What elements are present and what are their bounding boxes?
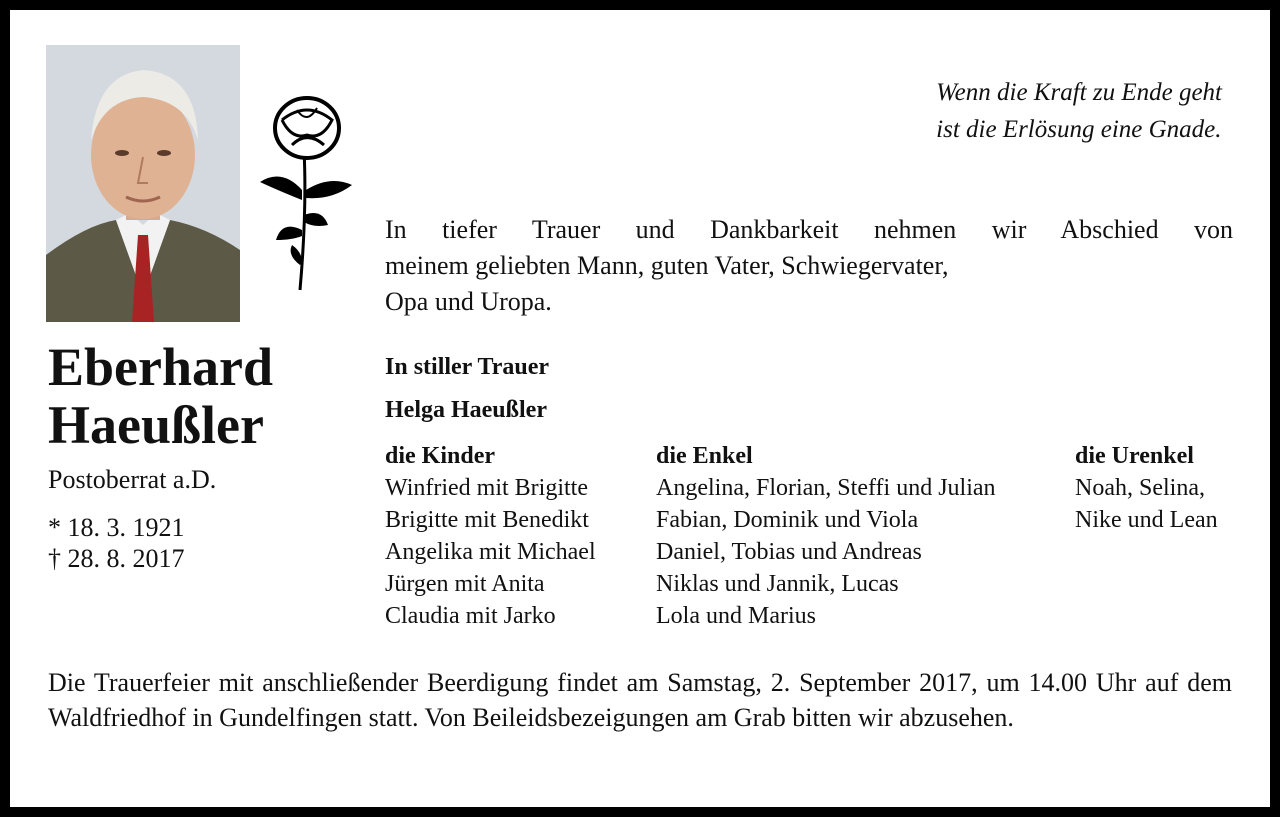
motto-quote: [936, 74, 1222, 148]
first-name: Eberhard: [48, 337, 274, 397]
list-item: Angelina, Florian, Steffi und Julian: [656, 475, 996, 501]
death-date: † 28. 8. 2017: [48, 544, 185, 573]
birth-date: * 18. 3. 1921: [48, 513, 185, 542]
obituary-card: [10, 10, 1270, 807]
intro-text: [385, 212, 1233, 320]
list-item: Jürgen mit Anita: [385, 571, 545, 597]
deceased-name: [48, 338, 273, 454]
intro-line: meinem geliebten Mann, guten Vater, Schwiegervater,: [385, 251, 949, 280]
list-item: Winfried mit Brigitte: [385, 475, 588, 501]
enkel-heading: die Enkel: [656, 443, 753, 469]
motto-line: Wenn die Kraft zu Ende geht: [936, 79, 1222, 106]
spouse-name: Helga Haeußler: [385, 397, 547, 423]
list-item: Angelika mit Michael: [385, 539, 596, 565]
life-dates: [48, 512, 185, 574]
list-item: Brigitte mit Benedikt: [385, 507, 589, 533]
list-item: Nike und Lean: [1075, 507, 1218, 533]
portrait-photo: [46, 45, 240, 322]
intro-line: In tiefer Trauer und Dankbarkeit nehmen wir Abschied von: [385, 215, 1233, 244]
mourning-heading: In stiller Trauer: [385, 354, 549, 380]
last-name: Haeußler: [48, 395, 264, 455]
list-item: Noah, Selina,: [1075, 475, 1205, 501]
funeral-notice: Die Trauerfeier mit anschließender Beerdigung findet am Samstag, 2. September 2017, um 14.00 Uhr auf dem Waldfriedhof in Gundelfingen statt. Von Beileidsbezeigungen am Grab bitten wir abzusehen.: [48, 668, 1232, 732]
list-item: Lola und Marius: [656, 603, 816, 629]
list-item: Niklas und Jannik, Lucas: [656, 571, 899, 597]
urenkel-heading: die Urenkel: [1075, 443, 1194, 469]
enkel-column: [656, 440, 996, 632]
list-item: Daniel, Tobias und Andreas: [656, 539, 922, 565]
list-item: Fabian, Dominik und Viola: [656, 507, 919, 533]
kinder-column: [385, 440, 596, 632]
list-item: Claudia mit Jarko: [385, 603, 556, 629]
portrait-illustration: [46, 45, 240, 322]
deceased-title: Postoberrat a.D.: [48, 465, 217, 494]
kinder-heading: die Kinder: [385, 443, 496, 469]
urenkel-column: [1075, 440, 1218, 536]
rose-icon: [252, 90, 362, 300]
intro-line: Opa und Uropa.: [385, 287, 552, 316]
motto-line: ist die Erlösung eine Gnade.: [936, 116, 1222, 143]
